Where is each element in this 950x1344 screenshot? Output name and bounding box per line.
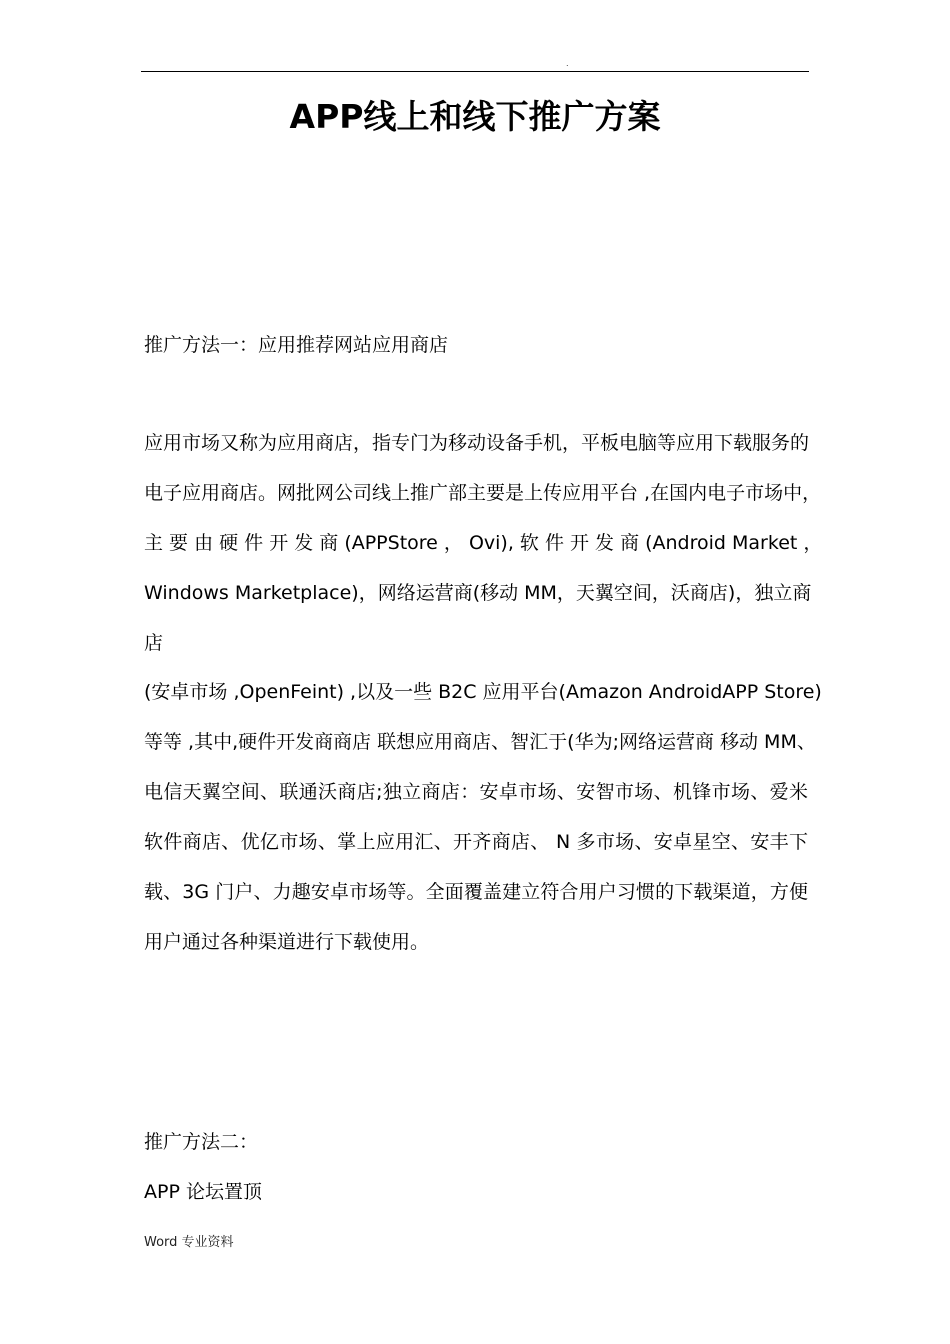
body-line-1: 应用市场又称为应用商店，指专门为移动设备手机，平板电脑等应用下载服务的 (144, 432, 810, 454)
header-dot: . (566, 59, 569, 68)
body-line-11: 用户通过各种渠道进行下载使用。 (144, 931, 430, 953)
body-line-7: 等等 ,其中,硬件开发商商店 联想应用商店、智汇于(华为;网络运营商 移动 MM、 (144, 731, 816, 753)
body-line-9: 软件商店、优亿市场、掌上应用汇、开齐商店、 N 多市场、安卓星空、安丰下 (144, 831, 808, 853)
body-line-8: 电信天翼空间、联通沃商店;独立商店：安卓市场、安智市场、机锋市场、爱米 (144, 781, 808, 803)
page-footer: Word 专业资料 (144, 1235, 234, 1250)
section-2-subheading: APP 论坛置顶 (144, 1181, 262, 1203)
body-line-3: 主 要 由 硬 件 开 发 商 (APPStore ， Ovi), 软 件 开 发 商 (Android Market ， (144, 532, 823, 554)
body-line-5: 店 (144, 632, 164, 654)
body-line-10: 载、3G 门户、力趣安卓市场等。全面覆盖建立符合用户习惯的下载渠道，方便 (144, 881, 808, 903)
body-line-4: Windows Marketplace)，网络运营商(移动 MM，天翼空间，沃商店)，独立商 (144, 582, 812, 604)
section-2-heading: 推广方法二： (144, 1131, 259, 1153)
body-line-6: (安卓市场 ,OpenFeint) ,以及一些 B2C 应用平台(Amazon AndroidAPP Store) (144, 681, 822, 703)
header-rule (141, 71, 809, 72)
document-title: APP线上和线下推广方案 (289, 97, 661, 136)
section-1-heading: 推广方法一：应用推荐网站应用商店 (144, 334, 449, 356)
body-line-2: 电子应用商店。网批网公司线上推广部主要是上传应用平台 ,在国内电子市场中， (144, 482, 822, 504)
